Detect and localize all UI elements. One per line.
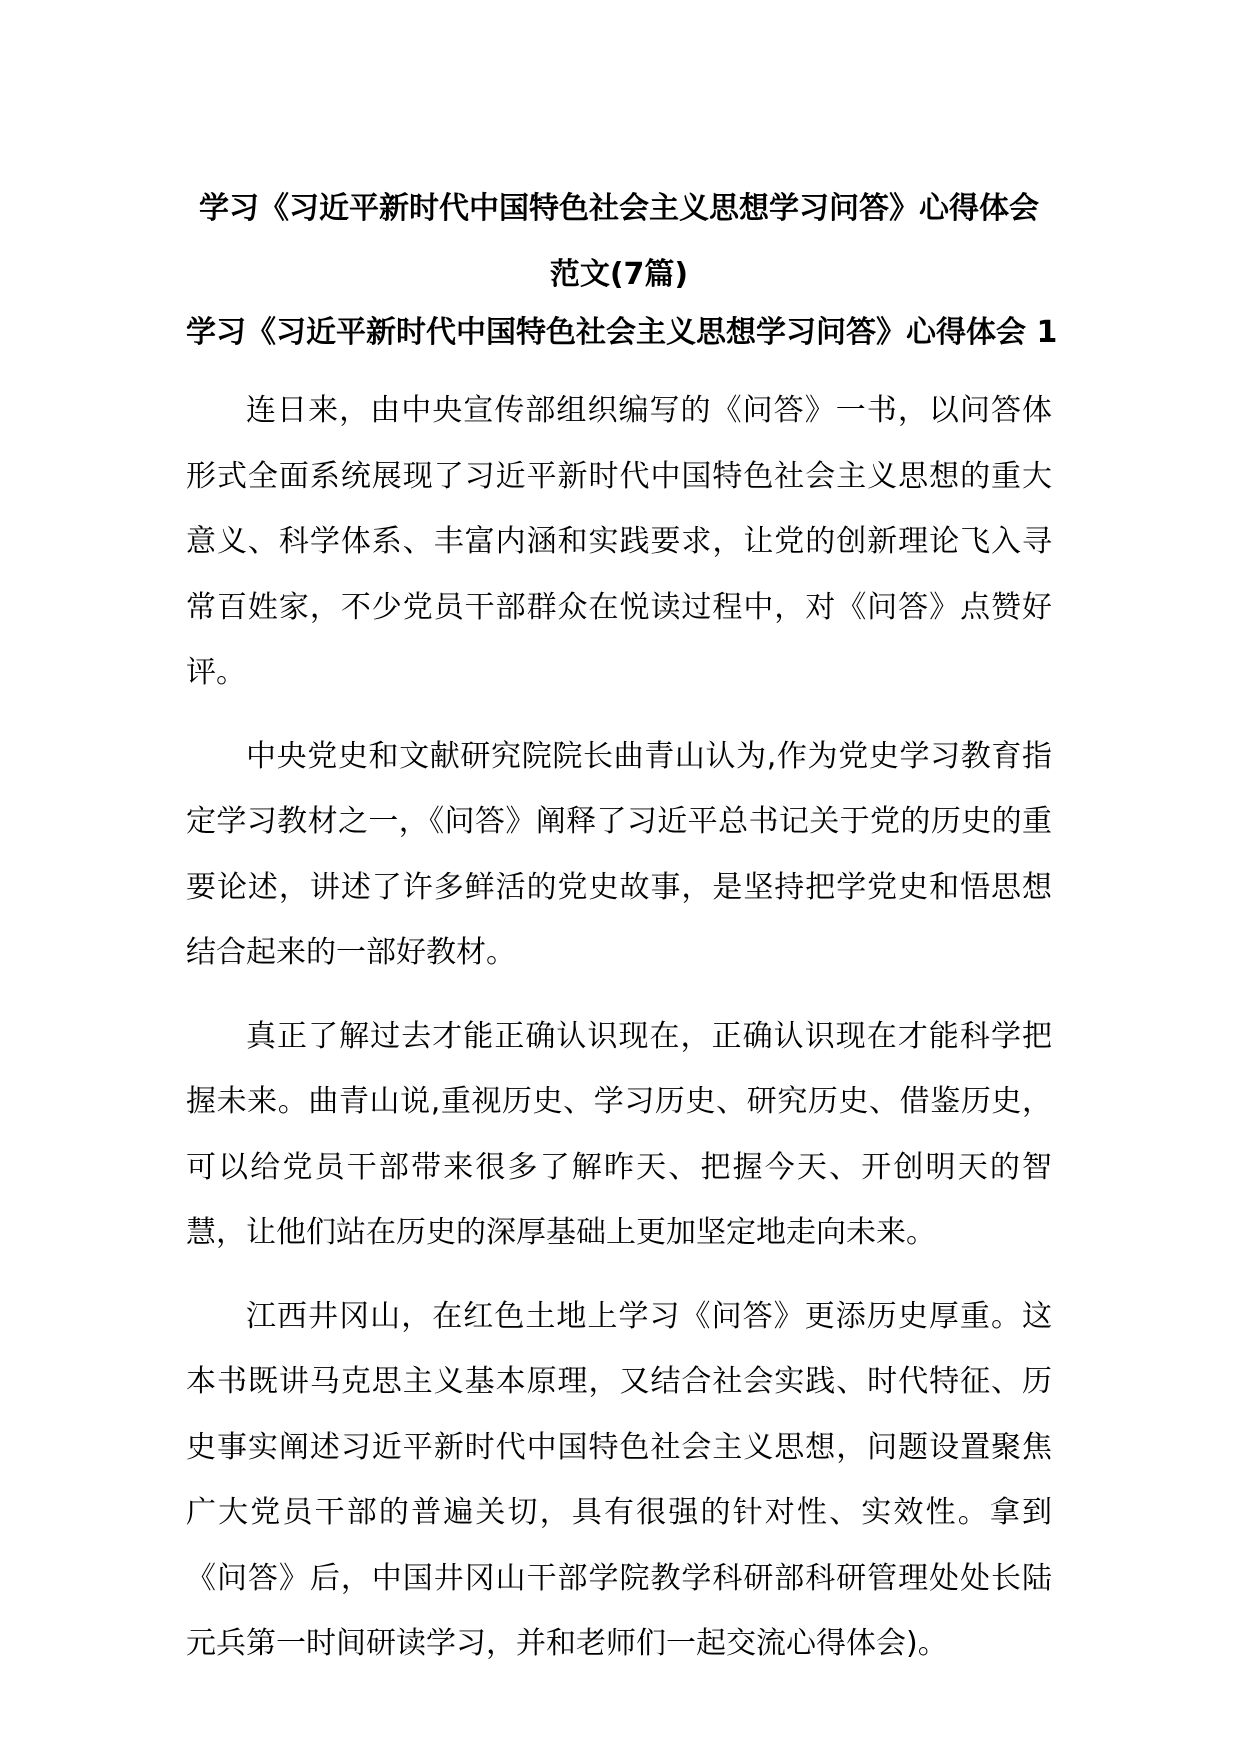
- paragraph: 真正了解过去才能正确认识现在，正确认识现在才能科学把握未来。曲青山说,重视历史、学习历史、研究历史、借鉴历史，可以给党员干部带来很多了解昨天、把握今天、开创明天的智慧，让他们站在历史的深厚基础上更加坚定地走向未来。: [186, 1018, 1052, 1250]
- document-body: [186, 378, 1052, 1695]
- paragraph: 连日来，由中央宣传部组织编写的《问答》一书，以问答体形式全面系统展现了习近平新时代中国特色社会主义思想的重大意义、科学体系、丰富内涵和实践要求，让党的创新理论飞入寻常百姓家，不少党员干部群众在悦读过程中，对《问答》点赞好评。: [186, 393, 1052, 690]
- document-title: 学习《习近平新时代中国特色社会主义思想学习问答》心得体会范文(7篇): [199, 191, 1039, 292]
- section-heading: 学习《习近平新时代中国特色社会主义思想学习问答》心得体会 1: [186, 315, 1058, 350]
- paragraph: 中央党史和文献研究院院长曲青山认为,作为党史学习教育指定学习教材之一，《问答》阐释了习近平总书记关于党的历史的重要论述，讲述了许多鲜活的党史故事，是坚持把学党史和悟思想结合起来的一部好教材。: [186, 738, 1052, 970]
- paragraph: 江西井冈山，在红色土地上学习《问答》更添历史厚重。这本书既讲马克思主义基本原理，又结合社会实践、时代特征、历史事实阐述习近平新时代中国特色社会主义思想，问题设置聚焦广大党员干部的普遍关切，具有很强的针对性、实效性。拿到《问答》后，中国井冈山干部学院教学科研部科研管理处处长陆元兵第一时间研读学习，并和老师们一起交流心得体会)。: [186, 1298, 1052, 1661]
